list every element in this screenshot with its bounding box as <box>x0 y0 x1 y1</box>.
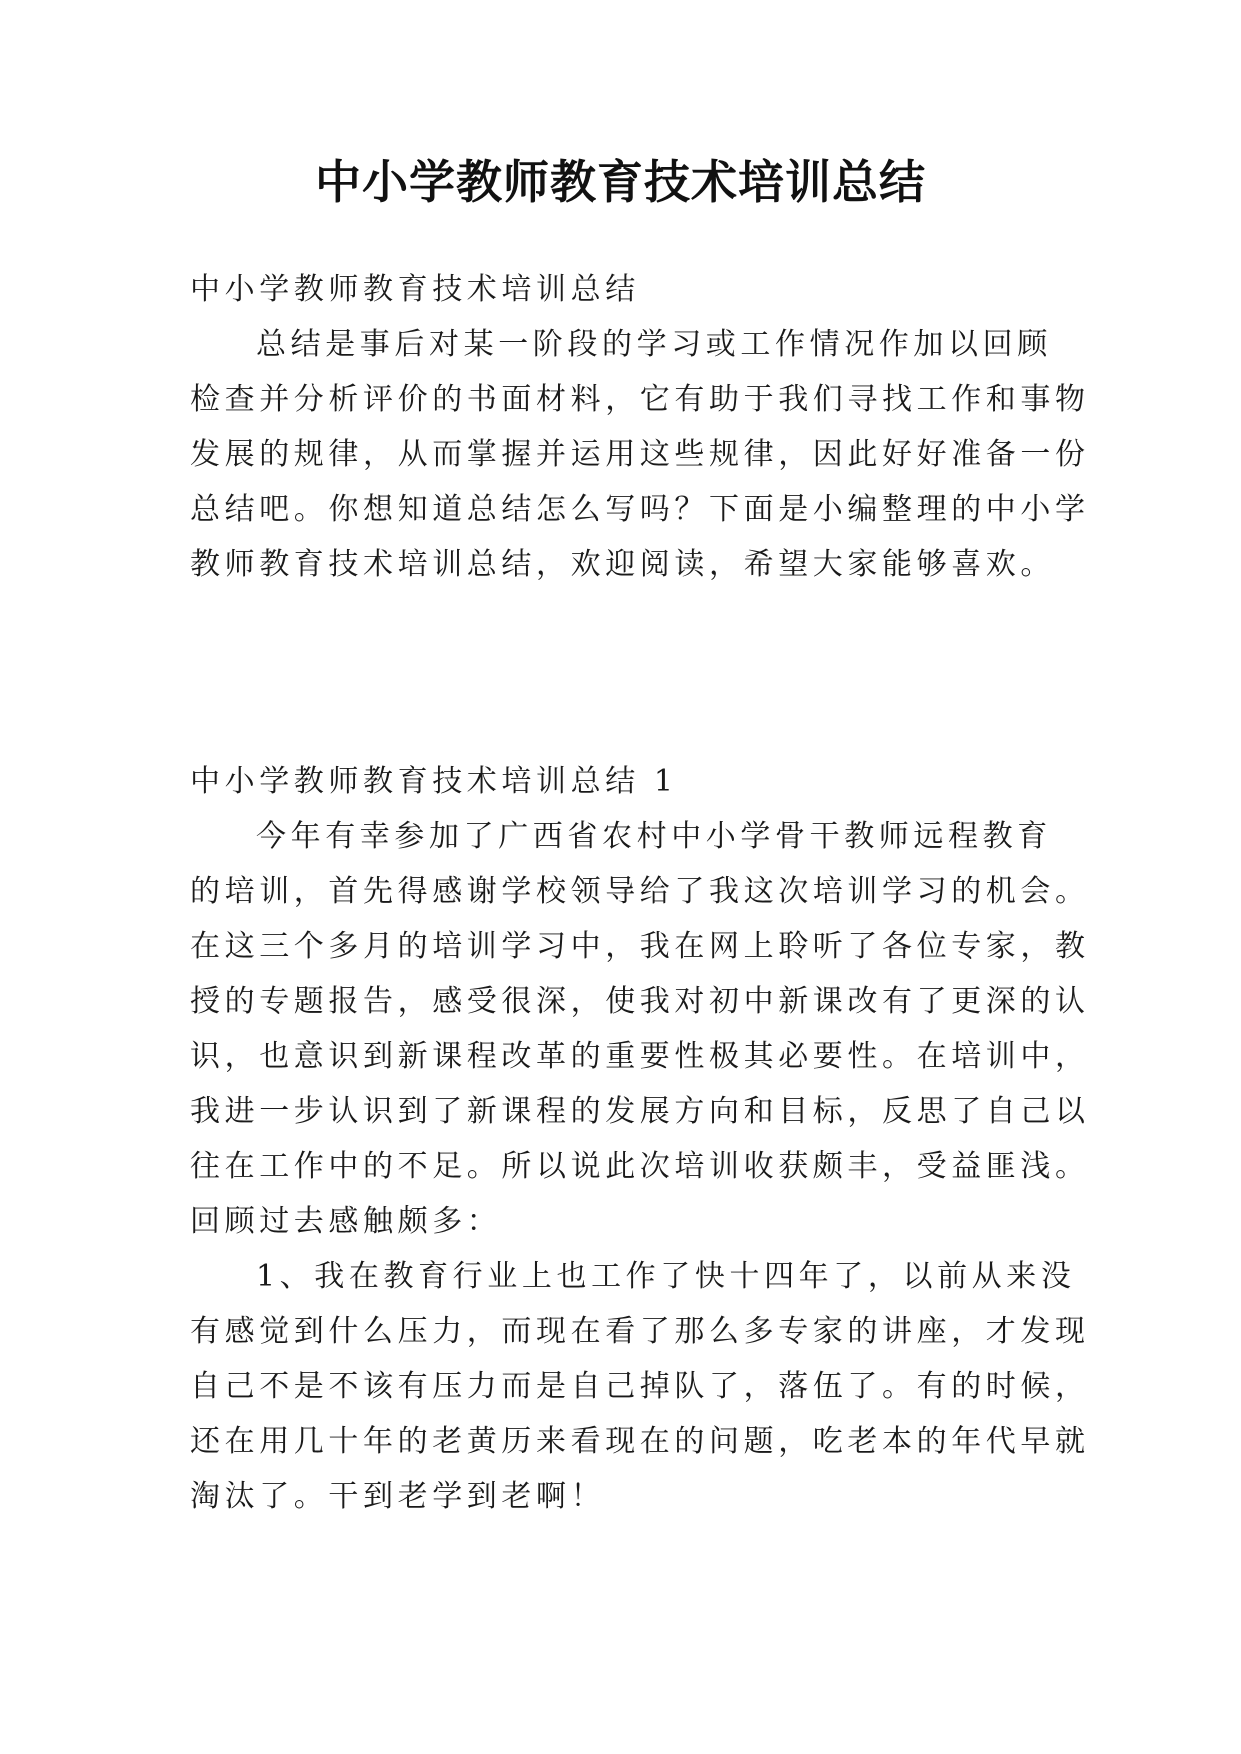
intro-line-5: 教师教育技术培训总结，欢迎阅读，希望大家能够喜欢。 <box>190 547 1055 582</box>
section-1-p1-line-3: 在这三个多月的培训学习中，我在网上聆听了各位专家，教 <box>190 929 1090 964</box>
section-1-p1-line-8: 回顾过去感触颇多： <box>190 1204 502 1239</box>
section-1-p1-line-2: 的培训，首先得感谢学校领导给了我这次培训学习的机会。 <box>190 874 1090 909</box>
section-1-heading: 中小学教师教育技术培训总结 1 <box>190 764 678 799</box>
section-1-p1-line-5: 识，也意识到新课程改革的重要性极其必要性。在培训中， <box>190 1039 1090 1074</box>
intro-line-4: 总结吧。你想知道总结怎么写吗？下面是小编整理的中小学 <box>190 492 1090 527</box>
section-1-p2-line-1: 1、我在教育行业上也工作了快十四年了，以前从来没 <box>256 1259 1076 1294</box>
intro-line-3: 发展的规律，从而掌握并运用这些规律，因此好好准备一份 <box>190 437 1090 472</box>
section-1-p2-line-5: 淘汰了。干到老学到老啊！ <box>190 1479 606 1514</box>
intro-heading: 中小学教师教育技术培训总结 <box>190 272 640 307</box>
section-1-block <box>190 754 1090 1524</box>
section-1-p1-line-1: 今年有幸参加了广西省农村中小学骨干教师远程教育 <box>256 819 1052 854</box>
intro-block <box>190 262 1090 592</box>
section-1-p2-line-4: 还在用几十年的老黄历来看现在的问题，吃老本的年代早就 <box>190 1424 1090 1459</box>
intro-line-2: 检查并分析评价的书面材料，它有助于我们寻找工作和事物 <box>190 382 1090 417</box>
document-title: 中小学教师教育技术培训总结 <box>315 155 926 209</box>
section-1-p2-line-2: 有感觉到什么压力，而现在看了那么多专家的讲座，才发现 <box>190 1314 1090 1349</box>
section-1-p1-line-7: 往在工作中的不足。所以说此次培训收获颇丰，受益匪浅。 <box>190 1149 1090 1184</box>
intro-line-1: 总结是事后对某一阶段的学习或工作情况作加以回顾 <box>256 327 1052 362</box>
section-1-p1-line-4: 授的专题报告，感受很深，使我对初中新课改有了更深的认 <box>190 984 1090 1019</box>
section-1-p2-line-3: 自己不是不该有压力而是自己掉队了，落伍了。有的时候， <box>190 1369 1090 1404</box>
section-1-p1-line-6: 我进一步认识到了新课程的发展方向和目标，反思了自己以 <box>190 1094 1090 1129</box>
